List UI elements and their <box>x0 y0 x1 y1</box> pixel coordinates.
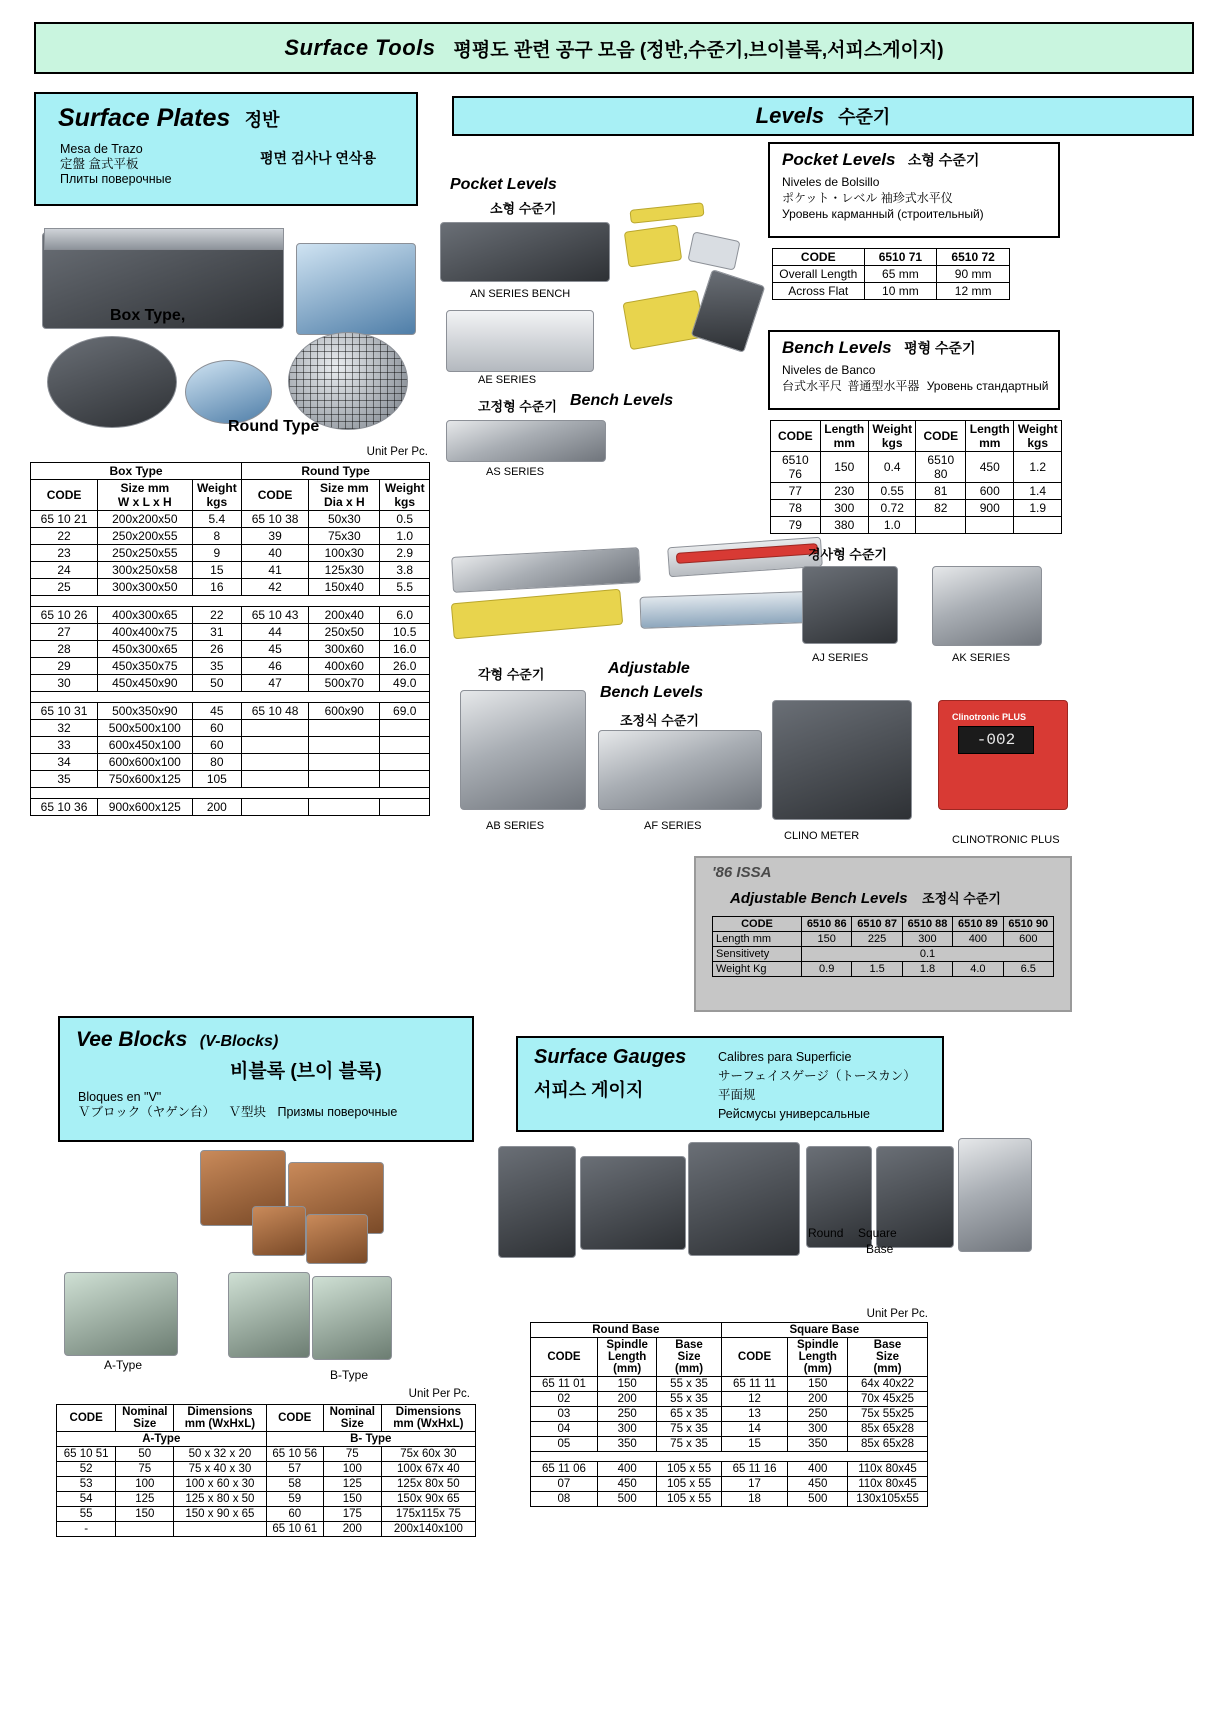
th-vb-type-b: B- Type <box>266 1432 475 1447</box>
surface-plates-sub-ru: Плиты поверочные <box>60 172 172 186</box>
table-row: 65 10 31 500x350x90 45 65 10 48 600x90 69.0 <box>31 703 430 720</box>
photo-surface-gauge-3 <box>688 1142 800 1256</box>
photo-surface-gauge-1 <box>498 1146 576 1258</box>
photo-vee-block-b-type-2 <box>312 1276 392 1360</box>
th-sg-base: Base Size (mm) <box>657 1338 721 1377</box>
bench-levels-caption-en: Bench Levels <box>570 392 674 409</box>
caption-b-type: B-Type <box>330 1368 369 1382</box>
th-issa-2: 6510 87 <box>852 917 902 932</box>
th-pocket-code-1: 6510 71 <box>864 249 937 266</box>
table-row: 28 450x300x65 26 45 300x60 16.0 <box>31 641 430 658</box>
photo-round-plate-black <box>47 336 177 428</box>
table-row: 25 300x300x50 16 42 150x40 5.5 <box>31 579 430 596</box>
surface-gauges-sub-jp: サーフェイスゲージ（トースカン） <box>718 1069 916 1083</box>
table-row: 30 450x450x90 50 47 500x70 49.0 <box>31 675 430 692</box>
photo-surface-gauge-scale <box>958 1138 1032 1252</box>
photo-box-type-plate-top <box>44 228 284 250</box>
surface-gauges-titlebox <box>516 1036 944 1132</box>
pocket-levels-box <box>768 142 1060 238</box>
pocket-levels-caption-en: Pocket Levels <box>450 176 557 193</box>
th-issa-5: 6510 90 <box>1003 917 1053 932</box>
pocket-levels-sub-ru: Уровень карманный (строительный) <box>782 207 984 221</box>
table-row: 79 380 1.0 <box>771 517 1062 534</box>
th-round-base: Round Base <box>531 1323 722 1338</box>
table-row <box>31 596 430 607</box>
table-row <box>31 788 430 799</box>
th-box-type: Box Type <box>31 463 242 480</box>
issa-title-en: Adjustable Bench Levels <box>730 890 908 907</box>
photo-vee-block-a-type <box>64 1272 178 1356</box>
th-vb-type-a: A-Type <box>57 1432 267 1447</box>
angle-level-caption-ko: 각형 수준기 <box>478 667 545 682</box>
levels-titlebox <box>452 96 1194 136</box>
table-row: 78 300 0.72 82 900 1.9 <box>771 500 1062 517</box>
caption-box-type: Box Type, <box>110 307 186 324</box>
photo-vee-blocks-rust-4 <box>306 1214 368 1264</box>
photo-pocket-level-dark <box>691 269 766 353</box>
levels-title-en: Levels <box>755 103 825 128</box>
th-bench-wt: Weight kgs <box>868 421 916 452</box>
label-af-series: AF SERIES <box>644 820 702 832</box>
bench-levels-title-ko: 평형 수준기 <box>904 340 976 356</box>
vee-blocks-titlebox <box>58 1016 474 1142</box>
table-row: 77 230 0.55 81 600 1.4 <box>771 483 1062 500</box>
th-sg-base-2: Base Size (mm) <box>848 1338 928 1377</box>
photo-pocket-level-small-yellow <box>629 202 704 224</box>
photo-ae-series <box>446 310 594 372</box>
issa-title-ko: 조정식 수준기 <box>922 891 1001 906</box>
th-sg-code: CODE <box>531 1338 598 1377</box>
vee-blocks-title-ko: 비블록 (브이 블록) <box>230 1061 382 1082</box>
th-vb-dim-2: Dimensions mm (WxHxL) <box>381 1405 475 1432</box>
adjustable-caption-ko: 조정식 수준기 <box>620 713 699 728</box>
pocket-levels-sub-es: Niveles de Bolsillo <box>782 175 880 189</box>
photo-bench-level-long <box>451 547 641 593</box>
pocket-levels-table <box>772 248 1010 300</box>
issa-tag: '86 ISSA <box>712 864 772 881</box>
label-ae-series: AE SERIES <box>478 374 537 386</box>
table-row: - 65 10 61 200 200x140x100 <box>57 1522 476 1537</box>
table-row: 32 500x500x100 60 <box>31 720 430 737</box>
bench-levels-title-en: Bench Levels <box>782 338 892 357</box>
th-size-round: Size mm Dia x H <box>309 480 380 511</box>
photo-an-series-bench <box>440 222 610 282</box>
table-row: 65 11 01 150 55 x 35 65 11 11 150 64x 40x22 <box>531 1377 928 1392</box>
th-sg-code-2: CODE <box>721 1338 788 1377</box>
vee-blocks-sub-es: Bloques en "V" <box>78 1090 162 1104</box>
table-row: Across Flat 10 mm 12 mm <box>773 283 1010 300</box>
table-row: 22 250x200x55 8 39 75x30 1.0 <box>31 528 430 545</box>
th-square-base: Square Base <box>721 1323 927 1338</box>
th-size-box: Size mm W x L x H <box>98 480 193 511</box>
page-header <box>34 22 1194 74</box>
label-clino-meter: CLINO METER <box>784 830 860 842</box>
photo-af-series <box>598 730 762 810</box>
table-row: 04 300 75 x 35 14 300 85x 65x28 <box>531 1422 928 1437</box>
th-bench-len-2: Length mm <box>966 421 1014 452</box>
vee-blocks-sub-ru: Призмы поверочные <box>277 1105 398 1119</box>
photo-as-series <box>446 420 606 462</box>
photo-ak-series <box>932 566 1042 646</box>
photo-square-plate <box>296 243 416 335</box>
surface-plates-table-wrap <box>30 462 430 816</box>
th-pocket-code: CODE <box>773 249 865 266</box>
label-as-series: AS SERIES <box>486 466 545 478</box>
vee-blocks-title-en: Vee Blocks <box>76 1028 188 1051</box>
table-row: 29 450x350x75 35 46 400x60 26.0 <box>31 658 430 675</box>
surface-plates-title-en: Surface Plates <box>58 104 231 132</box>
vee-blocks-unit-note: Unit Per Pc. <box>408 1388 470 1400</box>
caption-square-base: Square <box>858 1226 897 1240</box>
surface-plates-unit-note: Unit Per Pc. <box>366 446 428 458</box>
table-row: Length mm 150 225 300 400 600 <box>713 932 1054 947</box>
caption-round-base: Round <box>808 1226 844 1240</box>
table-row: 08 500 105 x 55 18 500 130x105x55 <box>531 1492 928 1507</box>
surface-plates-titlebox <box>34 92 418 206</box>
surface-gauges-title-ko: 서피스 게이지 <box>534 1080 644 1100</box>
table-row: 03 250 65 x 35 13 250 75x 55x25 <box>531 1407 928 1422</box>
table-row: 65 10 36 900x600x125 200 <box>31 799 430 816</box>
th-vb-dim: Dimensions mm (WxHxL) <box>174 1405 266 1432</box>
clinotronic-display: -002 <box>958 726 1034 754</box>
table-row: 54 125 125 x 80 x 50 59 150 150x 90x 65 <box>57 1492 476 1507</box>
label-clinotronic: CLINOTRONIC PLUS <box>952 834 1060 846</box>
vee-blocks-title-en2: (V-Blocks) <box>199 1033 279 1050</box>
table-row: 34 600x600x100 80 <box>31 754 430 771</box>
surface-gauges-table <box>530 1322 928 1507</box>
pocket-levels-title-en: Pocket Levels <box>782 150 896 169</box>
th-code-round: CODE <box>242 480 309 511</box>
table-row: 33 600x450x100 60 <box>31 737 430 754</box>
photo-round-plate-mesh <box>288 332 408 430</box>
table-row <box>531 1452 928 1462</box>
table-row: 07 450 105 x 55 17 450 110x 80x45 <box>531 1477 928 1492</box>
label-ab-series: AB SERIES <box>486 820 545 832</box>
surface-gauges-sub-cn: 平面规 <box>718 1088 756 1102</box>
th-vb-code: CODE <box>57 1405 116 1432</box>
photo-level-blue-long <box>639 591 806 629</box>
header-title-ko: 평평도 관련 공구 모음 (정반,수준기,브이블록,서피스게이지) <box>453 39 944 61</box>
table-row: 65 10 51 50 50 x 32 x 20 65 10 56 75 75x 60x 30 <box>57 1447 476 1462</box>
th-issa-3: 6510 88 <box>902 917 952 932</box>
caption-a-type: A-Type <box>104 1358 143 1372</box>
levels-title-ko: 수준기 <box>838 107 891 127</box>
bench-levels-sub-jp: 台式水平尺 <box>782 379 843 393</box>
table-row: Sensitivety 0.1 <box>713 947 1054 962</box>
label-ak-series: AK SERIES <box>952 652 1011 664</box>
surface-gauges-title-en: Surface Gauges <box>534 1046 687 1068</box>
table-row: Weight Kg 0.9 1.5 1.8 4.0 6.5 <box>713 962 1054 977</box>
photo-pocket-level-keychain <box>687 231 740 270</box>
photo-ab-series <box>460 690 586 810</box>
th-code: CODE <box>31 480 98 511</box>
th-weight-box: Weight kgs <box>192 480 242 511</box>
th-sg-spindle: Spindle Length (mm) <box>597 1338 657 1377</box>
surface-plates-sub-es: Mesa de Trazo <box>60 142 143 156</box>
table-row: 65 10 26 400x300x65 22 65 10 43 200x40 6.0 <box>31 607 430 624</box>
issa-box <box>694 856 1072 1012</box>
adjustable-caption-en: Adjustable <box>608 660 690 677</box>
table-row <box>31 692 430 703</box>
table-row: 23 250x250x55 9 40 100x30 2.9 <box>31 545 430 562</box>
th-bench-code: CODE <box>771 421 821 452</box>
photo-vee-blocks-rust-3 <box>252 1206 306 1256</box>
th-bench-code-2: CODE <box>916 421 966 452</box>
table-row: 55 150 150 x 90 x 65 60 175 175x115x 75 <box>57 1507 476 1522</box>
pocket-levels-caption-ko: 소형 수준기 <box>490 201 557 216</box>
slope-level-caption-ko: 경사형 수준기 <box>808 547 887 562</box>
table-row: 05 350 75 x 35 15 350 85x 65x28 <box>531 1437 928 1452</box>
header-title-en: Surface Tools <box>284 35 436 60</box>
th-sg-spindle-2: Spindle Length (mm) <box>788 1338 848 1377</box>
surface-plates-sub-ko2: 평면 검사나 연삭용 <box>260 150 376 166</box>
adjustable-caption-en2: Bench Levels <box>600 684 704 701</box>
bench-levels-caption-ko: 고정형 수준기 <box>478 399 557 414</box>
pocket-levels-sub-jp: ポケット・レベル 袖珍式水平仪 <box>782 191 953 205</box>
bench-levels-table <box>770 420 1062 534</box>
th-issa-1: 6510 86 <box>802 917 852 932</box>
photo-pocket-level-yellow-2 <box>622 290 705 350</box>
caption-base: Base <box>866 1242 894 1256</box>
caption-round-type: Round Type <box>228 418 320 435</box>
th-bench-len: Length mm <box>820 421 868 452</box>
th-bench-wt-2: Weight kgs <box>1014 421 1062 452</box>
photo-aj-series <box>802 566 898 644</box>
vee-blocks-table <box>56 1404 476 1537</box>
photo-level-yellow-long <box>451 589 623 640</box>
table-row: 27 400x400x75 31 44 250x50 10.5 <box>31 624 430 641</box>
surface-gauges-unit-note: Unit Per Pc. <box>866 1308 928 1320</box>
photo-pocket-level-yellow <box>624 224 682 267</box>
th-vb-nom-2: Nominal Size <box>323 1405 381 1432</box>
table-row: 65 11 06 400 105 x 55 65 11 16 400 110x 80x45 <box>531 1462 928 1477</box>
th-round-type: Round Type <box>242 463 430 480</box>
photo-vee-block-b-type-1 <box>228 1272 310 1358</box>
bench-levels-box <box>768 330 1060 410</box>
vee-blocks-sub-cn: Ｖ型块 <box>228 1105 267 1119</box>
bench-levels-sub-ru: Уровень стандартный <box>926 379 1049 393</box>
th-weight-round: Weight kgs <box>380 480 430 511</box>
surface-plates-table <box>30 462 430 816</box>
table-row: 24 300x250x58 15 41 125x30 3.8 <box>31 562 430 579</box>
table-row: 35 750x600x125 105 <box>31 771 430 788</box>
bench-levels-sub-cn: 普通型水平器 <box>847 379 920 393</box>
th-pocket-code-2: 6510 72 <box>937 249 1010 266</box>
label-aj-series: AJ SERIES <box>812 652 869 664</box>
table-row: 53 100 100 x 60 x 30 58 125 125x 80x 50 <box>57 1477 476 1492</box>
th-issa-4: 6510 89 <box>953 917 1003 932</box>
surface-gauges-sub-ru: Рейсмусы универсальные <box>718 1107 870 1121</box>
surface-gauges-sub-es: Calibres para Superficie <box>718 1050 852 1064</box>
table-row: 65 10 21 200x200x50 5.4 65 10 38 50x30 0.5 <box>31 511 430 528</box>
table-row: Overall Length 65 mm 90 mm <box>773 266 1010 283</box>
th-vb-nom: Nominal Size <box>116 1405 174 1432</box>
th-issa-code: CODE <box>713 917 802 932</box>
th-vb-code-2: CODE <box>266 1405 323 1432</box>
pocket-levels-title-ko: 소형 수준기 <box>907 152 980 168</box>
issa-table <box>712 916 1054 977</box>
table-row: 52 75 75 x 40 x 30 57 100 100x 67x 40 <box>57 1462 476 1477</box>
photo-surface-gauge-2 <box>580 1156 686 1250</box>
surface-plates-sub-jp: 定盤 盒式平板 <box>60 157 139 171</box>
table-row: 02 200 55 x 35 12 200 70x 45x25 <box>531 1392 928 1407</box>
surface-plates-title-ko: 정반 <box>244 110 280 130</box>
vee-blocks-sub-jp: Ｖブロック（ヤゲン台） <box>78 1105 216 1119</box>
bench-levels-sub-es: Niveles de Banco <box>782 363 876 377</box>
photo-clino-meter <box>772 700 912 820</box>
label-an-series: AN SERIES BENCH <box>470 288 571 300</box>
photo-round-plate-blue <box>185 360 272 424</box>
table-row: 6510 76 150 0.4 6510 80 450 1.2 <box>771 452 1062 483</box>
clinotronic-brand-label: Clinotronic PLUS <box>952 712 1026 722</box>
